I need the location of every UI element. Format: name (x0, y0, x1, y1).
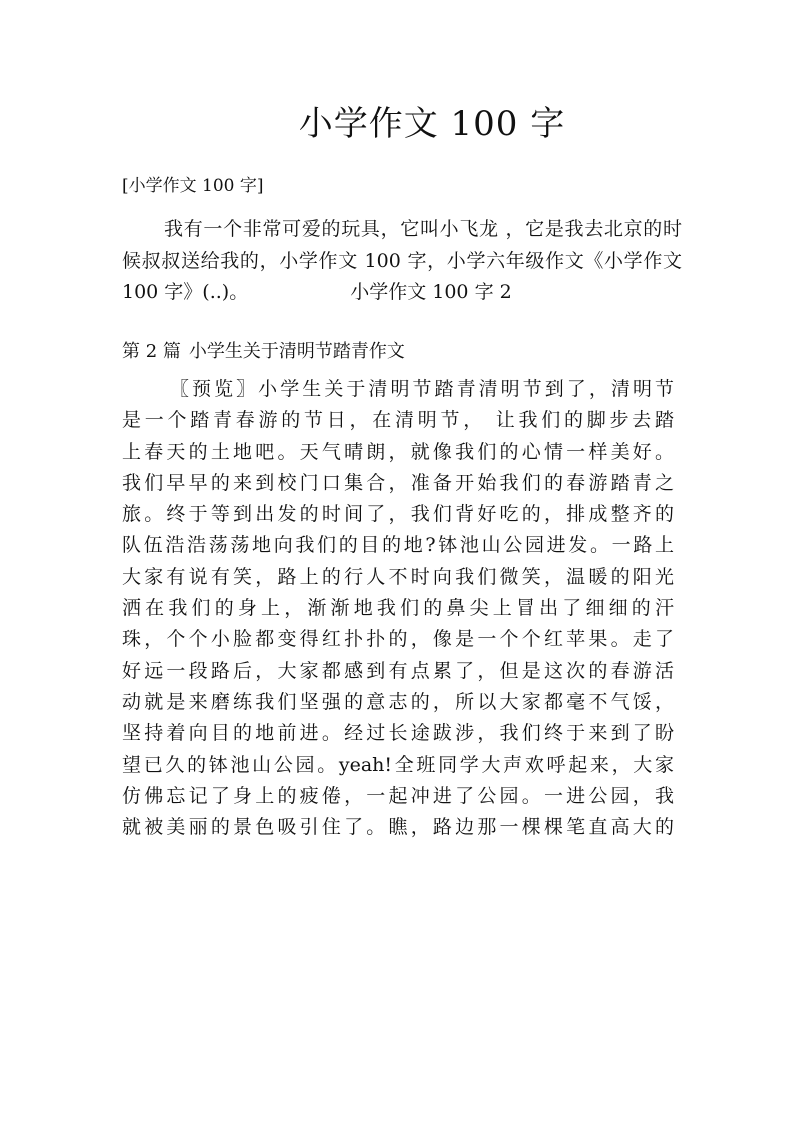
article-tag: [小学作文 100 字] (122, 176, 264, 196)
text-line: 是一个踏青春游的节日，在清明节， 让我们的脚步去踏 (122, 409, 674, 432)
text-line: 洒在我们的身上，渐渐地我们的鼻尖上冒出了细细的汗 (122, 597, 674, 620)
page-title: 小学作文 100 字 (298, 104, 566, 144)
paragraph-intro-tail: 小学作文 100 字 2 (350, 281, 512, 303)
paragraph-intro (122, 214, 682, 309)
text-line: 就被美丽的景色吸引住了。瞧，路边那一棵棵笔直高大的 (122, 816, 674, 839)
section-heading (122, 338, 405, 366)
paragraph-intro-text: 我有一个非常可爱的玩具，它叫小飞龙 ，它是我去北京的时候叔叔送给我的，小学作文 100 字，小学六年级作文《小学作文 100 字》(..)。 (122, 218, 682, 303)
text-line: 仿佛忘记了身上的疲倦，一起冲进了公园。一进公园，我 (122, 784, 674, 807)
text-line: 好远一段路后，大家都感到有点累了，但是这次的春游活 (122, 659, 674, 682)
section-number: 第 2 篇 (122, 341, 181, 362)
text-line: 上春天的土地吧。天气晴朗，就像我们的心情一样美好。 (122, 440, 674, 463)
text-line: 〖预览〗小学生关于清明节踏青清明节到了，清明节 (170, 378, 674, 400)
text-line: 队伍浩浩荡荡地向我们的目的地?钵池山公园进发。一路上 (122, 534, 674, 557)
text-line: 大家有说有笑，路上的行人不时向我们微笑，温暖的阳光 (122, 565, 674, 588)
text-line: 旅。终于等到出发的时间了，我们背好吃的，排成整齐的 (122, 503, 674, 526)
section-title: 小学生关于清明节踏青作文 (188, 341, 405, 362)
text-line: 珠，个个小脸都变得红扑扑的，像是一个个红苹果。走了 (122, 628, 674, 651)
text-line: 坚持着向目的地前进。经过长途跋涉，我们终于来到了盼 (122, 722, 674, 745)
text-line: 我们早早的来到校门口集合，准备开始我们的春游踏青之 (122, 471, 674, 494)
text-line: 望已久的钵池山公园。yeah!全班同学大声欢呼起来，大家 (122, 753, 674, 776)
text-line: 动就是来磨练我们坚强的意志的，所以大家都毫不气馁， (122, 690, 674, 713)
paragraph-main (122, 374, 674, 843)
